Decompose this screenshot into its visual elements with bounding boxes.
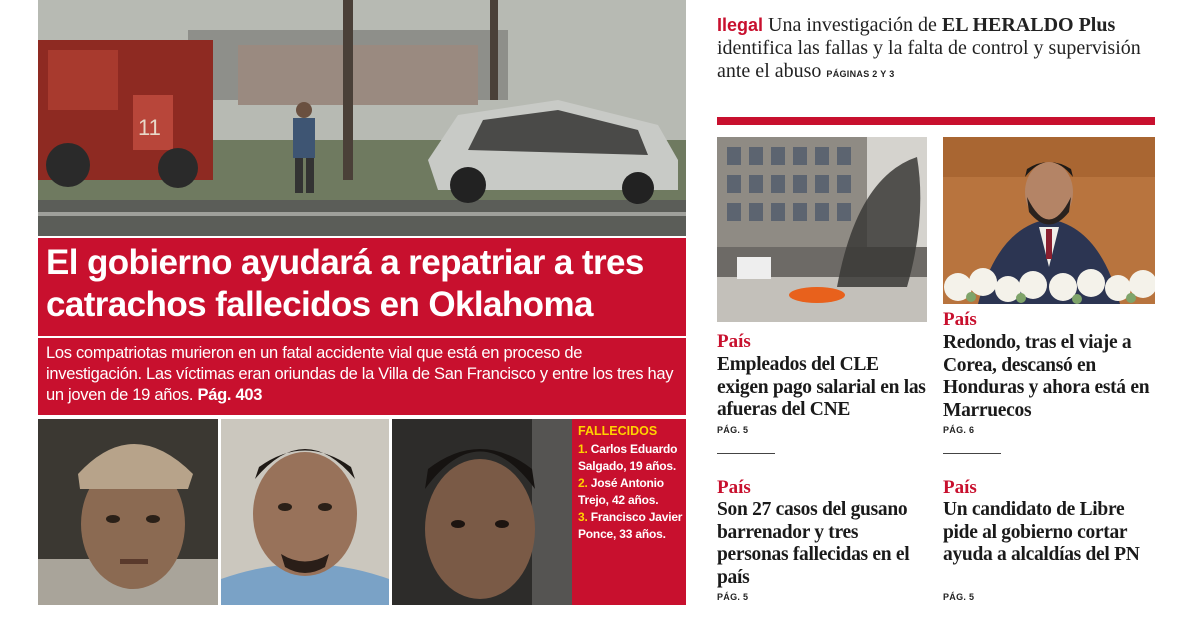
story-divider <box>943 453 1001 454</box>
story-kicker: País <box>943 477 977 498</box>
lead-deck-text: Los compatriotas murieron en un fatal accidente vial que está en proceso de investigación. Las víctimas eran oriundas de la Villa de San Francisco y entre los tres hay un joven de 19 años. <box>46 344 674 404</box>
victim-photo-3 <box>392 419 572 605</box>
victim-photo-2 <box>221 419 389 605</box>
story-headline-redondo[interactable]: Redondo, tras el viaje a Corea, descansó en Honduras y ahora está en Marruecos <box>943 332 1150 421</box>
lead-headline[interactable]: El gobierno ayudará a repatriar a tres catrachos fallecidos en Oklahoma <box>46 243 644 324</box>
fallecido-item: 2. José Antonio Trejo, 42 años. <box>578 476 664 507</box>
protest-photo <box>717 137 927 322</box>
story-page: PÁG. 5 <box>943 592 975 602</box>
story-page: PÁG. 5 <box>717 592 749 602</box>
fallecidos-title: FALLECIDOS <box>578 424 658 438</box>
story-headline-libre[interactable]: Un candidato de Libre pide al gobierno cortar ayuda a alcaldías del PN <box>943 499 1140 565</box>
teaser-kicker: Ilegal <box>717 15 764 35</box>
teaser-ilegal[interactable]: Ilegal Una investigación de EL HERALDO Plus identifica las fallas y la falta de control y supervisión ante el abuso PÁGINAS 2 Y 3 <box>717 14 1141 82</box>
portrait-illustration-2 <box>221 419 389 605</box>
fallecidos-list <box>578 441 684 543</box>
teaser-pages: PÁGINAS 2 Y 3 <box>826 69 895 79</box>
redondo-photo <box>943 137 1155 304</box>
accident-scene-illustration <box>38 0 686 236</box>
story-page: PÁG. 6 <box>943 425 975 435</box>
story-kicker: País <box>943 309 977 330</box>
redondo-illustration <box>943 137 1155 304</box>
teaser-brand: EL HERALDO Plus <box>941 14 1116 36</box>
fallecido-item: 3. Francisco Javier Ponce, 33 años. <box>578 510 683 541</box>
victim-photo-1 <box>38 419 218 605</box>
story-page: PÁG. 5 <box>717 425 749 435</box>
lead-deck <box>46 343 680 406</box>
story-divider <box>717 453 775 454</box>
fallecido-item: 1. Carlos Eduardo Salgado, 19 años. <box>578 442 678 473</box>
portrait-illustration-3 <box>392 419 572 605</box>
protest-illustration <box>717 137 927 322</box>
story-kicker: País <box>717 477 751 498</box>
story-headline-gusano[interactable]: Son 27 casos del gusano barrenador y tres personas fallecidas en el país <box>717 499 910 588</box>
section-rule <box>717 117 1155 125</box>
portrait-illustration-1 <box>38 419 218 605</box>
story-headline-cle[interactable]: Empleados del CLE exigen pago salarial en las afueras del CNE <box>717 354 926 420</box>
lead-deck-page[interactable]: Pág. 403 <box>197 386 263 404</box>
story-kicker: País <box>717 331 751 352</box>
truck-number: 11 <box>138 115 161 140</box>
accident-scene-photo <box>38 0 686 236</box>
